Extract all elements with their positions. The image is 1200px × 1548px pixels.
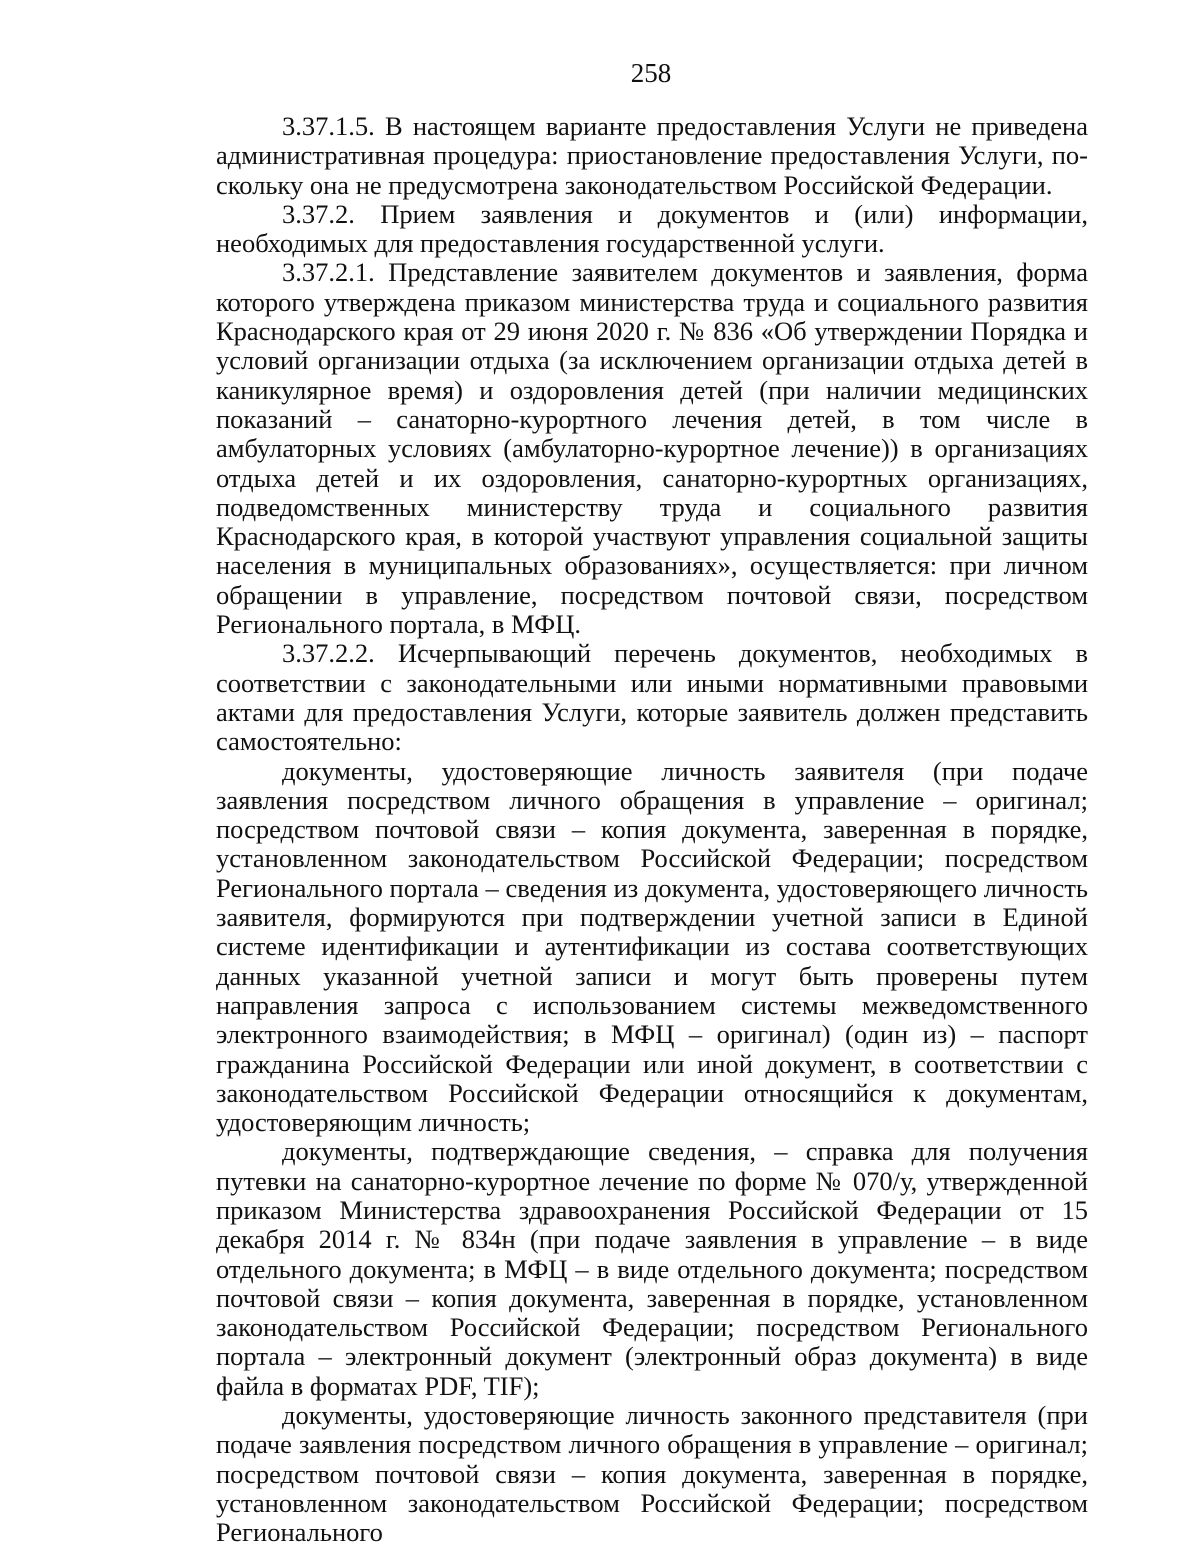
paragraph-3-37-2-2: 3.37.2.2. Исчерпывающий перечень документов, необходимых в соответствии с законодательными или иными нормативными правовыми актами для предоставления Услуги, которые заявитель должен представить самостоятельно: bbox=[216, 638, 1088, 757]
paragraph-3-37-2-1: 3.37.2.1. Представление заявителем документов и заявления, форма которого утверждена приказом министерства труда и социального развития Краснодарского края от 29 июня 2020 г. № 836 «Об утверждении Порядка и условий организации отдыха (за исключением организации отдыха детей в каникулярное время) и оздоровления детей (при наличии медицинских показаний – санаторно-курортного лечения детей, в том числе в амбулаторных условиях (амбулаторно-курортное лечение)) в организациях отдыха детей и их оздоровления, санаторно-курортных организациях, подведомственных министерству труда и социального развития Краснодарского края, в которой участвуют управления социальной защиты населения в муниципальных образованиях», осуществляется: при личном обращении в управление, посредством почтовой связи, посредством Регионального портала, в МФЦ. bbox=[216, 257, 1088, 640]
page-number: 258 bbox=[630, 58, 672, 88]
paragraph-confirming-documents: документы, подтверждающие сведения, – справка для получения путевки на санаторно-курортное лечение по форме № 070/у, утвержденной приказом Министерства здравоохранения Российской Федерации от 15 декабря 2014 г. № 834н (при подаче заявления в управление – в виде отдельного документа; в МФЦ – в виде отдельного документа; посредством почтовой связи – копия документа, заверенная в порядке, установленном законодательством Российской Федерации; посредством Регионального портала – электронный документ (электронный образ документа) в виде файла в форматах PDF, TIF); bbox=[216, 1136, 1088, 1401]
paragraph-3-37-1-5: 3.37.1.5. В настоящем варианте предоставления Услуги не приведена административная процедура: приостановление предоставления Услуги, поскольку она не предусмотрена законодательством Российской Федерации. bbox=[216, 111, 1088, 200]
paragraph-applicant-identity-documents: документы, удостоверяющие личность заявителя (при подаче заявления посредством личного обращения в управление – оригинал; посредством почтовой связи – копия документа, заверенная в порядке, установленном законодательством Российской Федерации; посредством Регионального портала – сведения из документа, удостоверяющего личность заявителя, формируются при подтверждении учетной записи в Единой системе идентификации и аутентификации из состава соответствующих данных указанной учетной записи и могут быть проверены путем направления запроса с использованием системы межведомственного электронного взаимодействия; в МФЦ – оригинал) (один из) – паспорт гражданина Российской Федерации или иной документ, в соответствии с законодательством Российской Федерации относящийся к документам, удостоверяющим личность; bbox=[216, 755, 1088, 1138]
paragraph-representative-identity-documents: документы, удостоверяющие личность законного представителя (при подаче заявления посредством личного обращения в управление – оригинал; посредством почтовой связи – копия документа, заверенная в порядке, установленном законодательством Российской Федерации; посредством Регионального bbox=[216, 1400, 1088, 1548]
paragraph-3-37-2: 3.37.2. Прием заявления и документов и (или) информации, необходимых для предоставления государственной услуги. bbox=[216, 198, 1088, 259]
document-body bbox=[216, 112, 1088, 1548]
